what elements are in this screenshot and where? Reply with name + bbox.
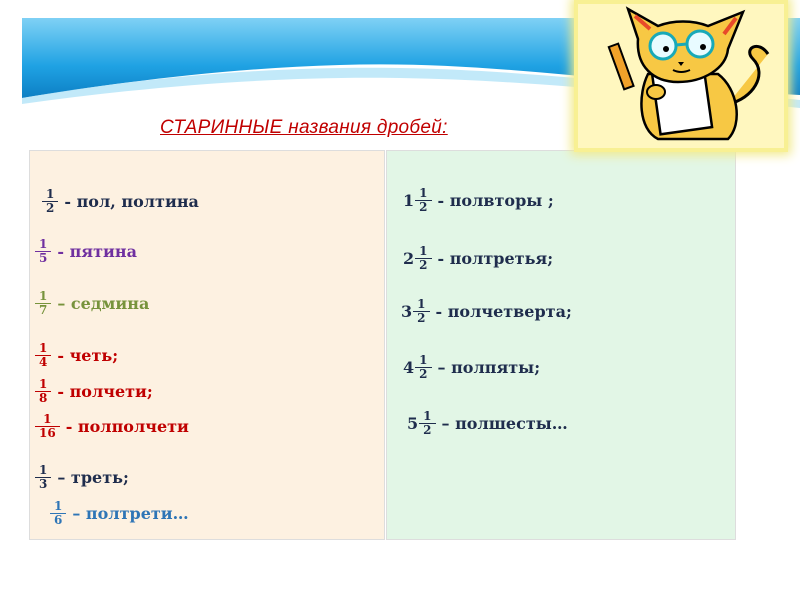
- fraction-denominator: 2: [419, 423, 435, 437]
- fraction-denominator: 5: [35, 251, 51, 265]
- fraction-denominator: 2: [415, 258, 431, 272]
- fraction-denominator: 2: [413, 311, 429, 325]
- fraction-name-text: - полвторы ;: [437, 191, 554, 210]
- fraction: [35, 378, 51, 405]
- fraction: [415, 245, 431, 272]
- slide-title: СТАРИННЫЕ названия дробей:: [160, 117, 448, 138]
- fraction-name-row: [35, 342, 118, 369]
- fraction: [35, 290, 51, 317]
- fraction-denominator: 16: [35, 426, 60, 440]
- fraction-numerator: 1: [419, 186, 428, 200]
- whole-number: 3: [401, 302, 413, 321]
- fraction-name-text: - пол, полтина: [64, 192, 199, 211]
- fraction-name-row: [35, 413, 189, 440]
- fraction-denominator: 3: [35, 477, 51, 491]
- fraction-name-text: - полполчети: [65, 417, 189, 436]
- fraction-name-text: - полчетверта;: [435, 302, 572, 321]
- fraction: [35, 342, 51, 369]
- mixed-fraction-row: [401, 298, 572, 325]
- fraction-denominator: 7: [35, 303, 51, 317]
- fraction-numerator: 1: [39, 341, 48, 355]
- fraction-numerator: 1: [39, 237, 48, 251]
- fraction-denominator: 8: [35, 391, 51, 405]
- fraction-name-text: – полтрети…: [72, 504, 189, 523]
- fraction-name-text: - полчети;: [57, 382, 153, 401]
- fraction-numerator: 1: [46, 187, 55, 201]
- fraction-numerator: 1: [423, 409, 432, 423]
- mixed-fraction-row: [403, 245, 553, 272]
- cat-with-glasses-and-notepad-icon: [578, 4, 784, 148]
- fraction: [50, 500, 66, 527]
- fraction-name-row: [35, 238, 137, 265]
- cat-picture: [574, 0, 788, 152]
- fraction-numerator: 1: [43, 412, 52, 426]
- fraction-name-row: [42, 188, 199, 215]
- fraction: [35, 464, 51, 491]
- fraction-numerator: 1: [54, 499, 63, 513]
- fraction: [413, 298, 429, 325]
- fraction-name-row: [35, 290, 149, 317]
- fraction-denominator: 4: [35, 355, 51, 369]
- fraction-numerator: 1: [39, 377, 48, 391]
- fraction-name-text: - пятина: [57, 242, 137, 261]
- mixed-fraction-row: [407, 410, 568, 437]
- fraction: [42, 188, 58, 215]
- fraction: [415, 187, 431, 214]
- fraction-denominator: 2: [415, 200, 431, 214]
- fraction-name-text: - полтретья;: [437, 249, 554, 268]
- fraction-name-text: - четь;: [57, 346, 119, 365]
- fraction-name-text: – полшесты…: [441, 414, 568, 433]
- fraction-denominator: 2: [42, 201, 58, 215]
- fraction-numerator: 1: [417, 297, 426, 311]
- fraction-name-text: – полпяты;: [437, 358, 541, 377]
- fraction-name-row: [50, 500, 189, 527]
- whole-number: 5: [407, 414, 419, 433]
- fraction: [35, 238, 51, 265]
- fraction-denominator: 6: [50, 513, 66, 527]
- fraction-name-text: – седмина: [57, 294, 150, 313]
- fraction: [415, 354, 431, 381]
- fraction-name-text: – треть;: [57, 468, 129, 487]
- whole-number: 1: [403, 191, 415, 210]
- fraction-numerator: 1: [39, 289, 48, 303]
- mixed-fraction-row: [403, 187, 554, 214]
- fraction-numerator: 1: [419, 353, 428, 367]
- fraction-denominator: 2: [415, 367, 431, 381]
- fraction-numerator: 1: [39, 463, 48, 477]
- fraction: [419, 410, 435, 437]
- mixed-fraction-row: [403, 354, 540, 381]
- fraction-name-row: [35, 378, 153, 405]
- fraction: [35, 413, 60, 440]
- fraction-numerator: 1: [419, 244, 428, 258]
- fraction-name-row: [35, 464, 129, 491]
- whole-number: 2: [403, 249, 415, 268]
- whole-number: 4: [403, 358, 415, 377]
